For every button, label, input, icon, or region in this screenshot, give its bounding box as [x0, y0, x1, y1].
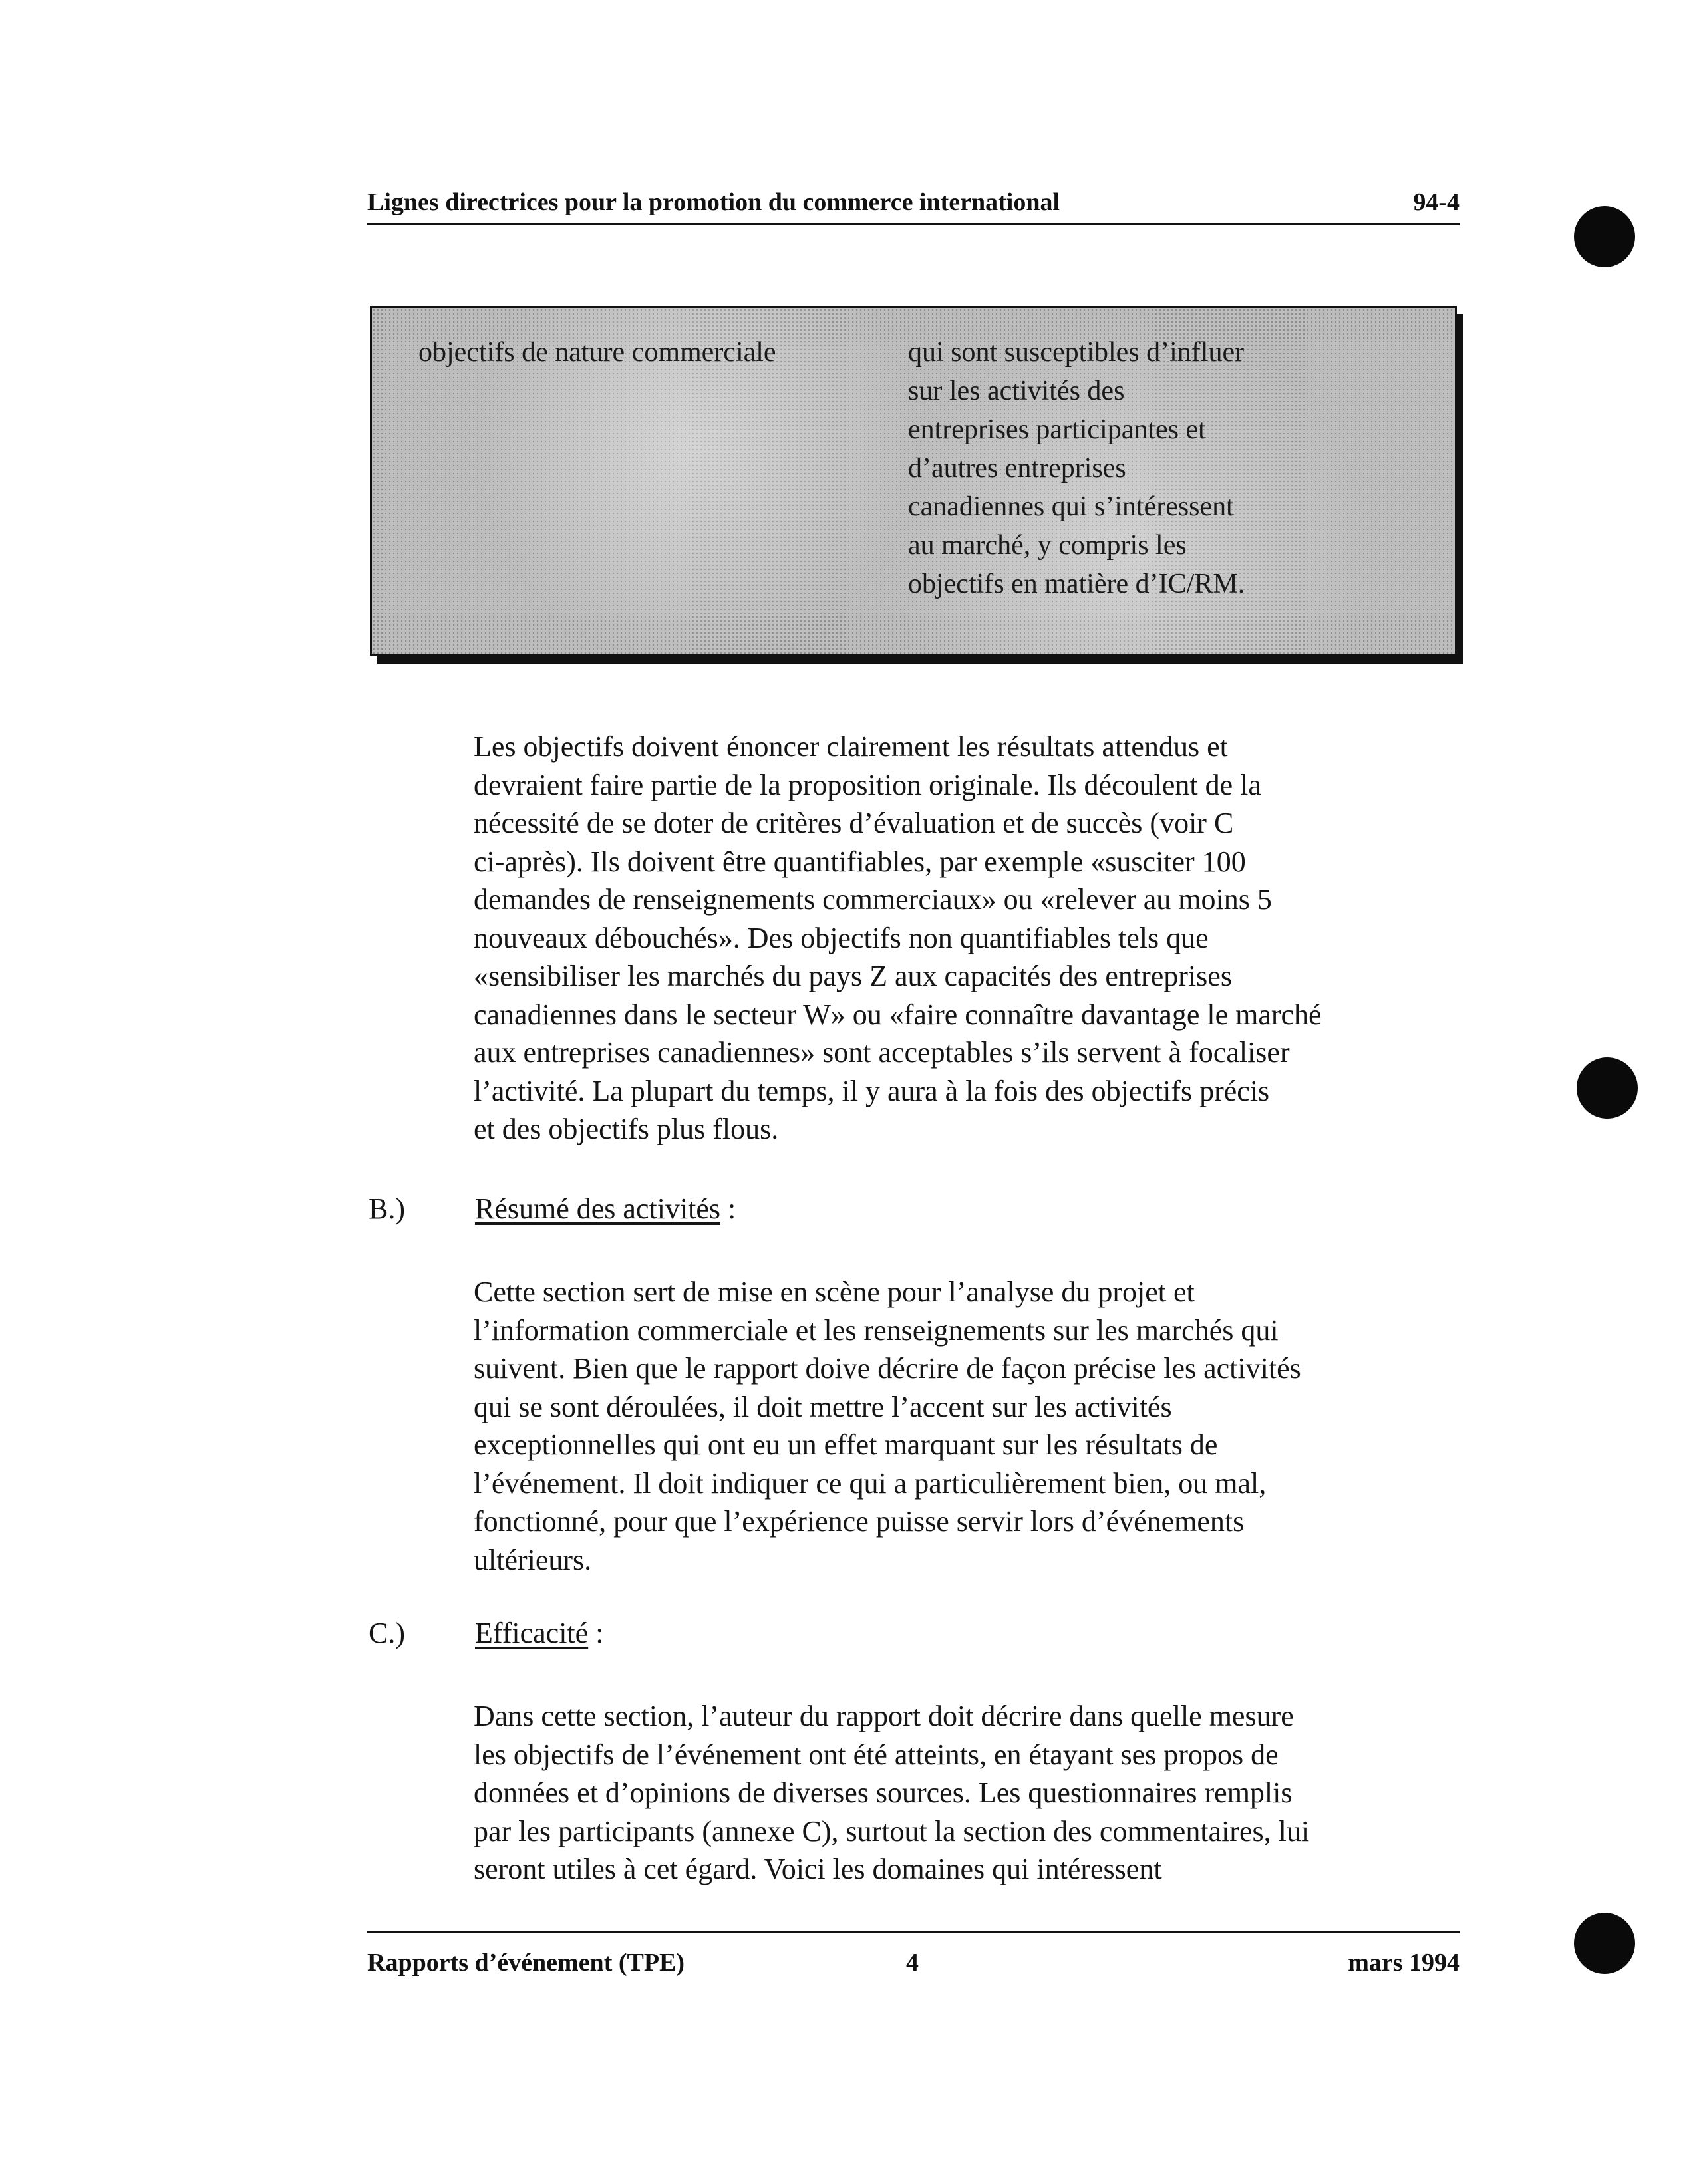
section-b-heading — [369, 1192, 1300, 1232]
punch-hole-middle — [1577, 1057, 1638, 1119]
text-line: par les participants (annexe C), surtout la section des commentaires, lui — [474, 1814, 1310, 1847]
objectives-paragraph — [474, 728, 1471, 1149]
text-line: suivent. Bien que le rapport doive décrire de façon précise les activités — [474, 1352, 1301, 1385]
text-line: aux entreprises canadiennes» sont acceptables s’ils servent à focaliser — [474, 1036, 1290, 1069]
section-title-text: Résumé des activités — [475, 1192, 721, 1225]
excerpt-description — [908, 333, 1387, 603]
text-line: ultérieurs. — [474, 1543, 592, 1576]
text-line: Les objectifs doivent énoncer clairement les résultats attendus et — [474, 730, 1228, 763]
excerpt-line: canadiennes qui s’intéressent — [908, 491, 1234, 522]
section-title-text: Efficacité — [475, 1617, 589, 1649]
text-line: ci-après). Ils doivent être quantifiables, par exemple «susciter 100 — [474, 845, 1246, 878]
section-number: B.) — [369, 1192, 405, 1225]
text-line: «sensibiliser les marchés du pays Z aux capacités des entreprises — [474, 960, 1232, 992]
section-title-suffix: : — [720, 1192, 736, 1225]
excerpt-line: qui sont susceptibles d’influer — [908, 337, 1245, 368]
excerpt-line: objectifs en matière d’IC/RM. — [908, 569, 1245, 599]
text-line: l’information commerciale et les renseignements sur les marchés qui — [474, 1313, 1279, 1347]
shaded-excerpt-box — [370, 306, 1457, 656]
text-line: l’activité. La plupart du temps, il y aura à la fois des objectifs précis — [474, 1074, 1270, 1107]
excerpt-label: objectifs de nature commerciale — [418, 337, 776, 368]
text-line: qui se sont déroulées, il doit mettre l’accent sur les activités — [474, 1390, 1172, 1423]
footer-page-number: 4 — [906, 1949, 919, 1977]
punch-hole-top — [1574, 206, 1635, 267]
text-line: données et d’opinions de diverses sources. Les questionnaires remplis — [474, 1776, 1293, 1809]
text-line: demandes de renseignements commerciaux» ou «relever au moins 5 — [474, 883, 1272, 916]
text-line: et des objectifs plus flous. — [474, 1113, 779, 1145]
excerpt-line: au marché, y compris les — [908, 530, 1187, 561]
text-line: Dans cette section, l’auteur du rapport doit décrire dans quelle mesure — [474, 1700, 1294, 1732]
section-title — [475, 1616, 603, 1650]
punch-hole-bottom — [1574, 1913, 1635, 1974]
text-line: les objectifs de l’événement ont été atteints, en étayant ses propos de — [474, 1738, 1279, 1771]
section-title — [475, 1192, 736, 1226]
text-line: fonctionné, pour que l’expérience puisse servir lors d’événements — [474, 1505, 1245, 1538]
excerpt-line: entreprises participantes et — [908, 414, 1206, 445]
section-number: C.) — [369, 1617, 405, 1649]
section-c-paragraph — [474, 1697, 1471, 1889]
section-b-paragraph — [474, 1273, 1471, 1579]
text-line: canadiennes dans le secteur W» ou «faire connaître davantage le marché — [474, 998, 1322, 1031]
header-title: Lignes directrices pour la promotion du commerce international — [367, 188, 1060, 216]
text-line: nécessité de se doter de critères d’évaluation et de succès (voir C — [474, 807, 1234, 839]
header-doc-code: 94-4 — [1413, 188, 1460, 216]
excerpt-line: sur les activités des — [908, 376, 1125, 406]
excerpt-line: d’autres entreprises — [908, 453, 1126, 483]
text-line: devraient faire partie de la proposition originale. Ils découlent de la — [474, 768, 1261, 801]
page-header — [367, 184, 1460, 225]
section-c-heading — [369, 1616, 1300, 1656]
footer-document-title: Rapports d’événement (TPE) — [367, 1949, 685, 1977]
section-title-suffix: : — [588, 1617, 604, 1649]
text-line: nouveaux débouchés». Des objectifs non quantifiables tels que — [474, 921, 1209, 954]
text-line: seront utiles à cet égard. Voici les domaines qui intéressent — [474, 1853, 1162, 1885]
text-line: l’événement. Il doit indiquer ce qui a particulièrement bien, ou mal, — [474, 1466, 1267, 1500]
footer-date: mars 1994 — [1348, 1949, 1460, 1977]
page-footer — [367, 1931, 1460, 1986]
text-line: Cette section sert de mise en scène pour l’analyse du projet et — [474, 1276, 1195, 1308]
text-line: exceptionnelles qui ont eu un effet marquant sur les résultats de — [474, 1429, 1218, 1461]
